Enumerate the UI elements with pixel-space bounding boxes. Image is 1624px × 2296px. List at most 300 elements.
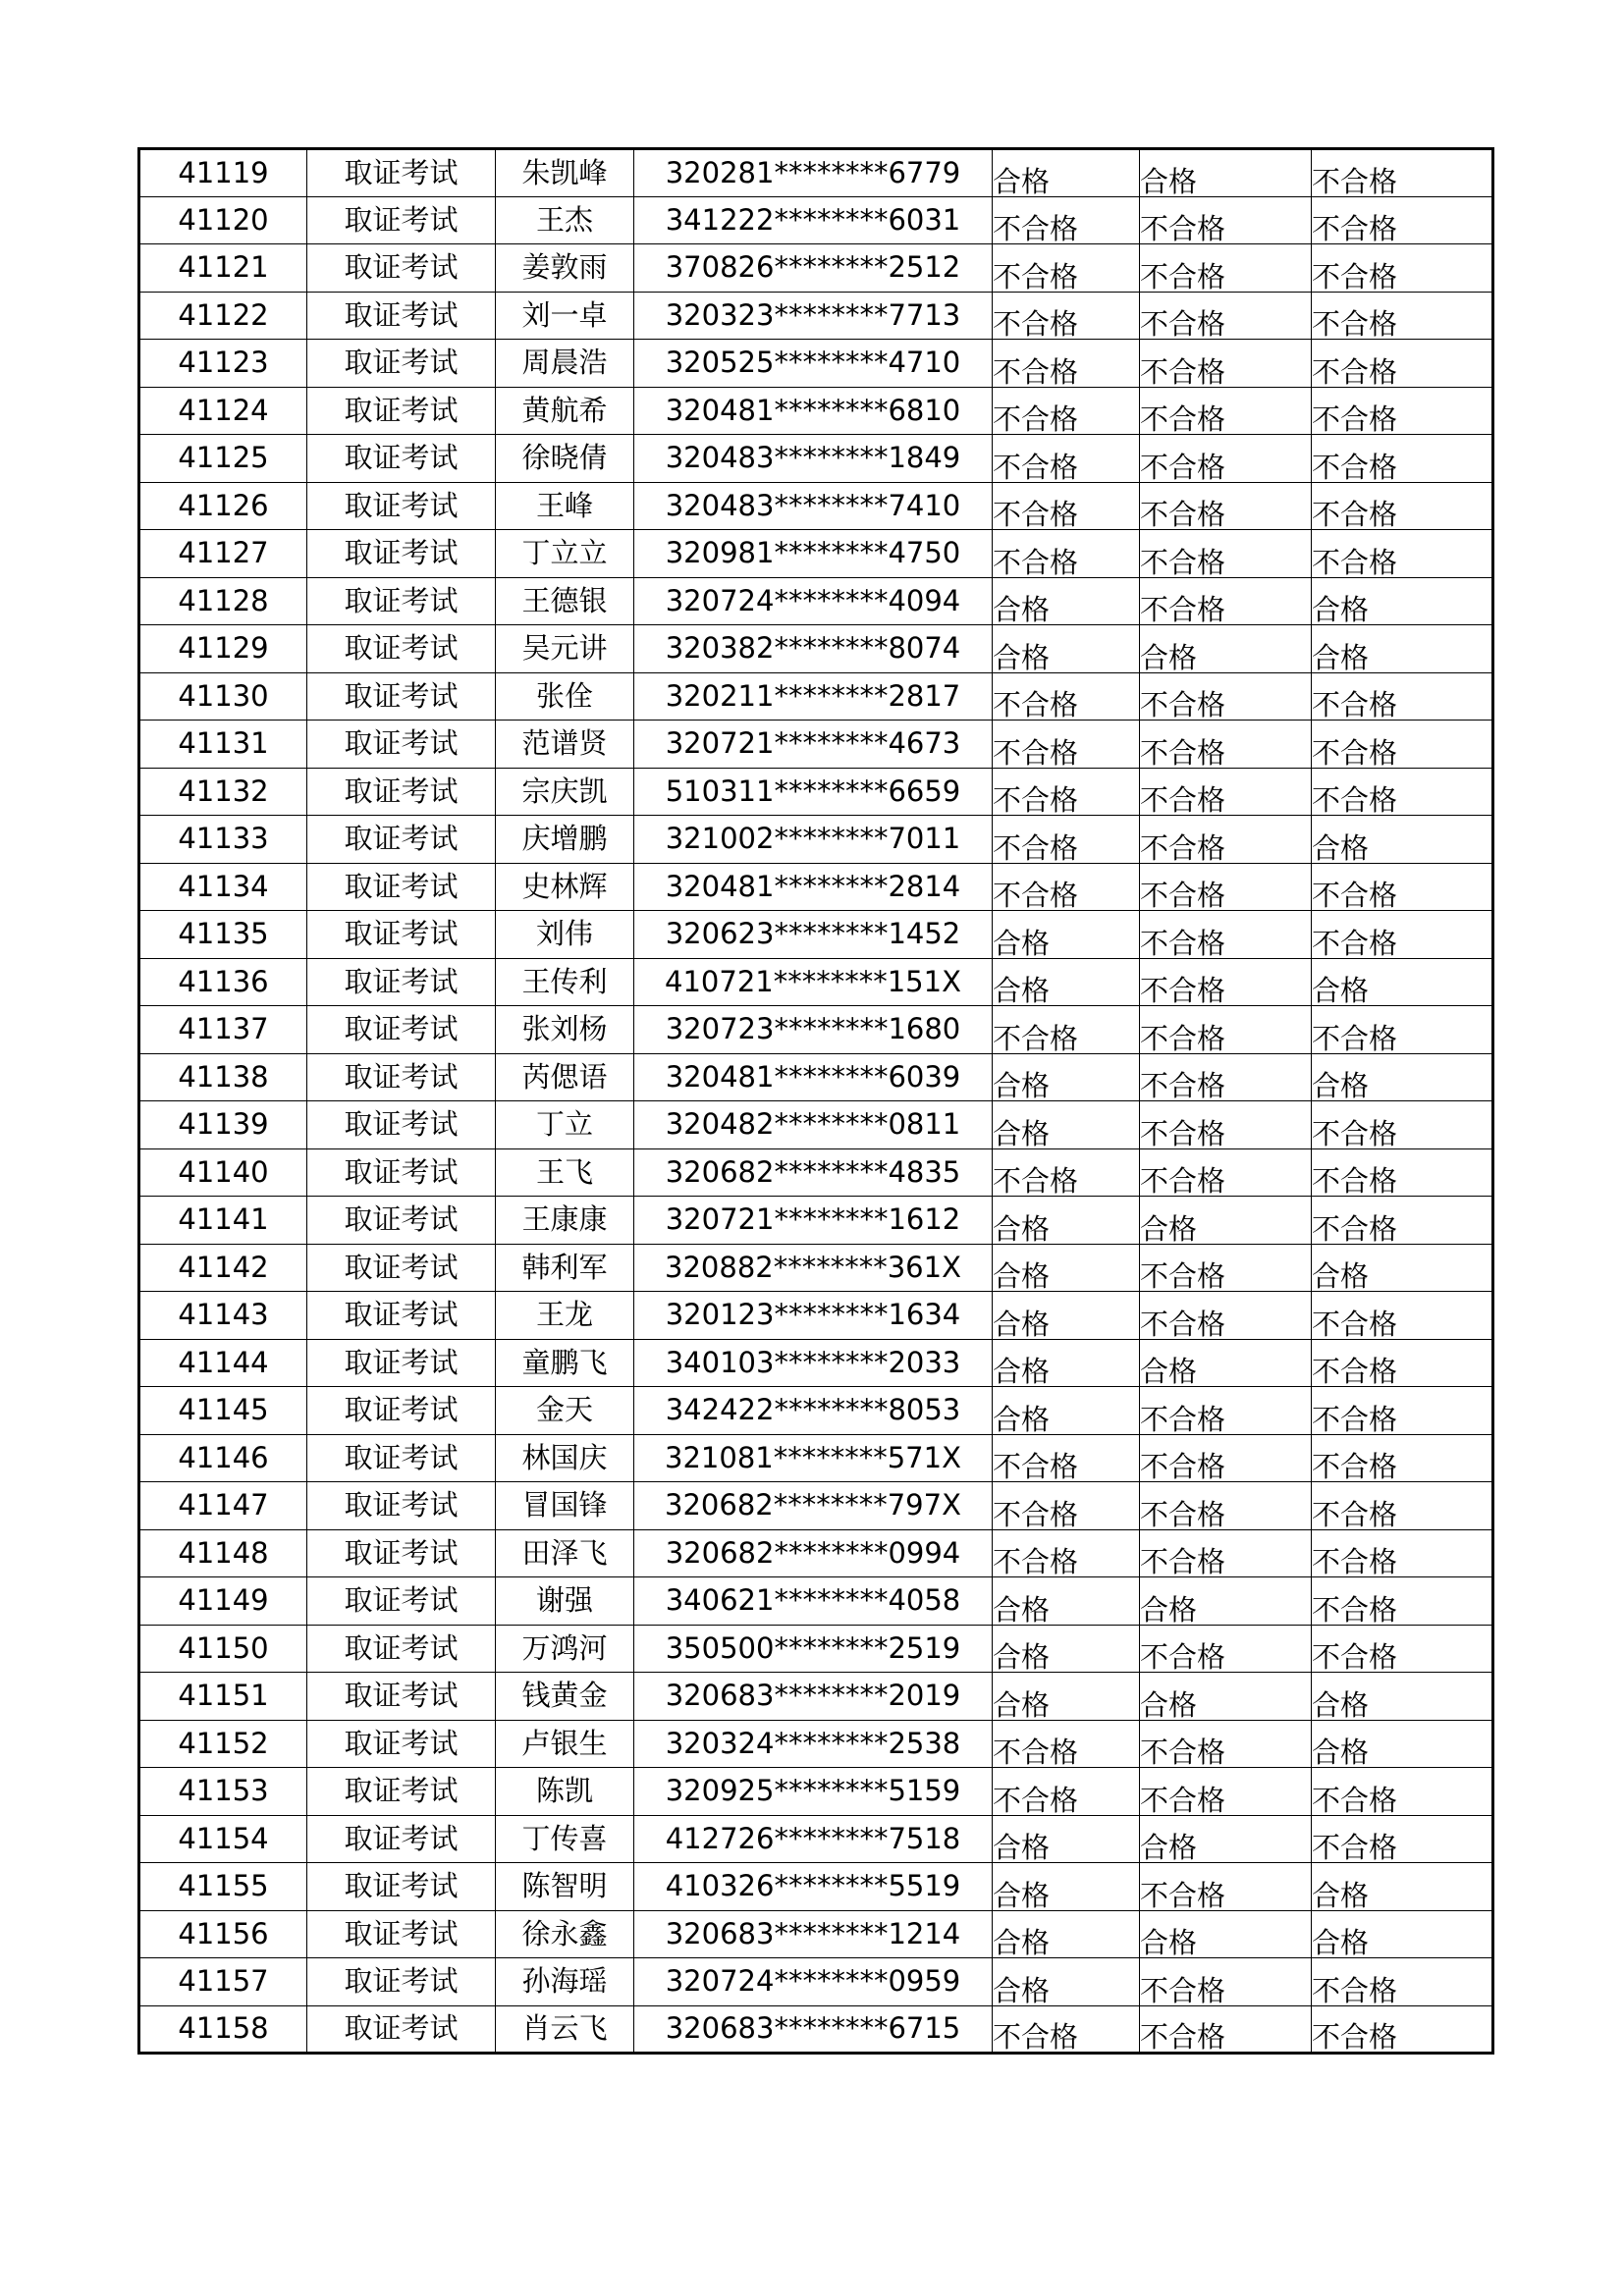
result-1-cell: 不合格 (993, 768, 1140, 816)
record-number-cell: 41154 (139, 1815, 307, 1863)
result-1-cell: 合格 (993, 1815, 1140, 1863)
table-row (139, 1292, 1493, 1340)
exam-type-cell: 取证考试 (307, 1625, 496, 1673)
record-number-cell: 41155 (139, 1863, 307, 1911)
result-1-cell: 不合格 (993, 435, 1140, 483)
result-3-cell: 合格 (1312, 816, 1493, 864)
result-1-cell: 不合格 (993, 196, 1140, 244)
result-2-cell: 不合格 (1140, 721, 1312, 769)
id-number-cell: 320723********1680 (634, 1006, 993, 1054)
exam-type-cell: 取证考试 (307, 1006, 496, 1054)
record-number-cell: 41123 (139, 340, 307, 388)
result-1-cell: 不合格 (993, 2005, 1140, 2054)
record-number-cell: 41125 (139, 435, 307, 483)
exam-type-cell: 取证考试 (307, 1768, 496, 1816)
record-number-cell: 41127 (139, 530, 307, 578)
id-number-cell: 320721********4673 (634, 721, 993, 769)
result-3-cell: 不合格 (1312, 1387, 1493, 1435)
candidate-name-cell: 朱凯峰 (496, 149, 634, 197)
result-3-cell: 合格 (1312, 1720, 1493, 1768)
id-number-cell: 320682********797X (634, 1482, 993, 1530)
result-1-cell: 合格 (993, 1053, 1140, 1101)
result-2-cell: 不合格 (1140, 911, 1312, 959)
result-3-cell: 不合格 (1312, 196, 1493, 244)
exam-type-cell: 取证考试 (307, 863, 496, 911)
exam-type-cell: 取证考试 (307, 1339, 496, 1387)
id-number-cell: 320683********6715 (634, 2005, 993, 2054)
result-3-cell: 不合格 (1312, 1292, 1493, 1340)
result-2-cell: 不合格 (1140, 292, 1312, 340)
exam-type-cell: 取证考试 (307, 1673, 496, 1721)
id-number-cell: 320481********6039 (634, 1053, 993, 1101)
exam-results-table (137, 147, 1494, 2055)
table-row (139, 1958, 1493, 2006)
result-1-cell: 不合格 (993, 672, 1140, 721)
candidate-name-cell: 韩利军 (496, 1244, 634, 1292)
candidate-name-cell: 周晨浩 (496, 340, 634, 388)
result-3-cell: 不合格 (1312, 1958, 1493, 2006)
result-2-cell: 不合格 (1140, 387, 1312, 435)
result-3-cell: 不合格 (1312, 672, 1493, 721)
result-2-cell: 不合格 (1140, 816, 1312, 864)
record-number-cell: 41147 (139, 1482, 307, 1530)
result-2-cell: 不合格 (1140, 1387, 1312, 1435)
result-3-cell: 不合格 (1312, 1339, 1493, 1387)
result-3-cell: 不合格 (1312, 1768, 1493, 1816)
exam-type-cell: 取证考试 (307, 1577, 496, 1626)
exam-type-cell: 取证考试 (307, 1529, 496, 1577)
exam-type-cell: 取证考试 (307, 340, 496, 388)
result-1-cell: 合格 (993, 625, 1140, 673)
record-number-cell: 41124 (139, 387, 307, 435)
exam-type-cell: 取证考试 (307, 1244, 496, 1292)
candidate-name-cell: 范谱贤 (496, 721, 634, 769)
result-1-cell: 合格 (993, 1673, 1140, 1721)
table-row (139, 1339, 1493, 1387)
result-1-cell: 合格 (993, 1910, 1140, 1958)
result-1-cell: 合格 (993, 577, 1140, 625)
candidate-name-cell: 王德银 (496, 577, 634, 625)
id-number-cell: 320721********1612 (634, 1197, 993, 1245)
candidate-name-cell: 张佺 (496, 672, 634, 721)
result-3-cell: 不合格 (1312, 1434, 1493, 1482)
exam-type-cell: 取证考试 (307, 196, 496, 244)
id-number-cell: 320123********1634 (634, 1292, 993, 1340)
table-row (139, 911, 1493, 959)
result-1-cell: 合格 (993, 958, 1140, 1006)
candidate-name-cell: 徐晓倩 (496, 435, 634, 483)
table-row (139, 292, 1493, 340)
table-row (139, 1815, 1493, 1863)
candidate-name-cell: 冒国锋 (496, 1482, 634, 1530)
id-number-cell: 410721********151X (634, 958, 993, 1006)
table-row (139, 1529, 1493, 1577)
id-number-cell: 320682********4835 (634, 1148, 993, 1197)
table-row (139, 1482, 1493, 1530)
exam-type-cell: 取证考试 (307, 244, 496, 293)
result-1-cell: 不合格 (993, 340, 1140, 388)
result-3-cell: 合格 (1312, 1910, 1493, 1958)
result-2-cell: 不合格 (1140, 482, 1312, 530)
table-row (139, 625, 1493, 673)
result-3-cell: 合格 (1312, 1673, 1493, 1721)
table-row (139, 482, 1493, 530)
exam-type-cell: 取证考试 (307, 1434, 496, 1482)
table-row (139, 244, 1493, 293)
record-number-cell: 41141 (139, 1197, 307, 1245)
candidate-name-cell: 钱黄金 (496, 1673, 634, 1721)
result-1-cell: 合格 (993, 1197, 1140, 1245)
candidate-name-cell: 吴元讲 (496, 625, 634, 673)
table-row (139, 768, 1493, 816)
result-1-cell: 合格 (993, 1292, 1140, 1340)
result-3-cell: 不合格 (1312, 863, 1493, 911)
record-number-cell: 41120 (139, 196, 307, 244)
result-3-cell: 不合格 (1312, 482, 1493, 530)
result-3-cell: 不合格 (1312, 1577, 1493, 1626)
exam-type-cell: 取证考试 (307, 2005, 496, 2054)
result-3-cell: 不合格 (1312, 149, 1493, 197)
record-number-cell: 41130 (139, 672, 307, 721)
table-row (139, 1006, 1493, 1054)
table-row (139, 1768, 1493, 1816)
record-number-cell: 41138 (139, 1053, 307, 1101)
exam-type-cell: 取证考试 (307, 1053, 496, 1101)
result-3-cell: 不合格 (1312, 387, 1493, 435)
result-2-cell: 不合格 (1140, 1720, 1312, 1768)
exam-type-cell: 取证考试 (307, 625, 496, 673)
candidate-name-cell: 童鹏飞 (496, 1339, 634, 1387)
result-2-cell: 合格 (1140, 1339, 1312, 1387)
exam-type-cell: 取证考试 (307, 387, 496, 435)
table-row (139, 1720, 1493, 1768)
exam-type-cell: 取证考试 (307, 816, 496, 864)
table-row (139, 958, 1493, 1006)
table-row (139, 1244, 1493, 1292)
candidate-name-cell: 陈智明 (496, 1863, 634, 1911)
exam-type-cell: 取证考试 (307, 1101, 496, 1149)
candidate-name-cell: 王龙 (496, 1292, 634, 1340)
candidate-name-cell: 芮偲语 (496, 1053, 634, 1101)
candidate-name-cell: 卢银生 (496, 1720, 634, 1768)
id-number-cell: 320682********0994 (634, 1529, 993, 1577)
result-1-cell: 不合格 (993, 721, 1140, 769)
id-number-cell: 350500********2519 (634, 1625, 993, 1673)
id-number-cell: 370826********2512 (634, 244, 993, 293)
record-number-cell: 41143 (139, 1292, 307, 1340)
result-1-cell: 不合格 (993, 482, 1140, 530)
exam-type-cell: 取证考试 (307, 1863, 496, 1911)
result-3-cell: 不合格 (1312, 1482, 1493, 1530)
record-number-cell: 41146 (139, 1434, 307, 1482)
result-3-cell: 不合格 (1312, 768, 1493, 816)
record-number-cell: 41140 (139, 1148, 307, 1197)
table-row (139, 1434, 1493, 1482)
result-3-cell: 不合格 (1312, 1815, 1493, 1863)
result-1-cell: 不合格 (993, 1529, 1140, 1577)
candidate-name-cell: 黄航希 (496, 387, 634, 435)
exam-type-cell: 取证考试 (307, 1910, 496, 1958)
candidate-name-cell: 宗庆凯 (496, 768, 634, 816)
result-1-cell: 不合格 (993, 1148, 1140, 1197)
exam-type-cell: 取证考试 (307, 435, 496, 483)
record-number-cell: 41157 (139, 1958, 307, 2006)
result-1-cell: 不合格 (993, 1434, 1140, 1482)
id-number-cell: 320481********2814 (634, 863, 993, 911)
result-2-cell: 不合格 (1140, 435, 1312, 483)
id-number-cell: 320382********8074 (634, 625, 993, 673)
table-row (139, 1577, 1493, 1626)
table-row (139, 1625, 1493, 1673)
id-number-cell: 340621********4058 (634, 1577, 993, 1626)
exam-type-cell: 取证考试 (307, 530, 496, 578)
table-row (139, 196, 1493, 244)
result-3-cell: 不合格 (1312, 1148, 1493, 1197)
table-row (139, 721, 1493, 769)
result-3-cell: 不合格 (1312, 721, 1493, 769)
exam-type-cell: 取证考试 (307, 149, 496, 197)
result-1-cell: 不合格 (993, 530, 1140, 578)
result-2-cell: 合格 (1140, 1197, 1312, 1245)
record-number-cell: 41132 (139, 768, 307, 816)
id-number-cell: 320482********0811 (634, 1101, 993, 1149)
candidate-name-cell: 王传利 (496, 958, 634, 1006)
candidate-name-cell: 王杰 (496, 196, 634, 244)
id-number-cell: 321002********7011 (634, 816, 993, 864)
result-2-cell: 不合格 (1140, 1529, 1312, 1577)
result-3-cell: 合格 (1312, 1053, 1493, 1101)
candidate-name-cell: 姜敦雨 (496, 244, 634, 293)
table-row (139, 672, 1493, 721)
exam-type-cell: 取证考试 (307, 1720, 496, 1768)
table-row (139, 1148, 1493, 1197)
result-1-cell: 合格 (993, 1577, 1140, 1626)
exam-type-cell: 取证考试 (307, 672, 496, 721)
result-1-cell: 合格 (993, 1339, 1140, 1387)
id-number-cell: 320481********6810 (634, 387, 993, 435)
record-number-cell: 41126 (139, 482, 307, 530)
result-2-cell: 不合格 (1140, 1292, 1312, 1340)
result-1-cell: 合格 (993, 1625, 1140, 1673)
candidate-name-cell: 丁传喜 (496, 1815, 634, 1863)
candidate-name-cell: 孙海瑶 (496, 1958, 634, 2006)
result-2-cell: 合格 (1140, 149, 1312, 197)
record-number-cell: 41145 (139, 1387, 307, 1435)
record-number-cell: 41156 (139, 1910, 307, 1958)
table-row (139, 1673, 1493, 1721)
table-row (139, 1863, 1493, 1911)
table-row (139, 149, 1493, 197)
result-1-cell: 不合格 (993, 244, 1140, 293)
id-number-cell: 320683********1214 (634, 1910, 993, 1958)
id-number-cell: 320483********7410 (634, 482, 993, 530)
result-1-cell: 合格 (993, 1244, 1140, 1292)
id-number-cell: 320525********4710 (634, 340, 993, 388)
candidate-name-cell: 刘伟 (496, 911, 634, 959)
record-number-cell: 41119 (139, 149, 307, 197)
table-row (139, 1053, 1493, 1101)
table-row (139, 1101, 1493, 1149)
candidate-name-cell: 万鸿河 (496, 1625, 634, 1673)
table-row (139, 340, 1493, 388)
exam-type-cell: 取证考试 (307, 768, 496, 816)
result-1-cell: 合格 (993, 1863, 1140, 1911)
result-1-cell: 合格 (993, 1101, 1140, 1149)
exam-type-cell: 取证考试 (307, 1148, 496, 1197)
candidate-name-cell: 庆增鹏 (496, 816, 634, 864)
id-number-cell: 320724********0959 (634, 1958, 993, 2006)
result-2-cell: 合格 (1140, 1910, 1312, 1958)
result-1-cell: 不合格 (993, 863, 1140, 911)
candidate-name-cell: 史林辉 (496, 863, 634, 911)
table-row (139, 387, 1493, 435)
record-number-cell: 41133 (139, 816, 307, 864)
id-number-cell: 510311********6659 (634, 768, 993, 816)
result-3-cell: 合格 (1312, 577, 1493, 625)
record-number-cell: 41131 (139, 721, 307, 769)
result-1-cell: 合格 (993, 149, 1140, 197)
result-2-cell: 合格 (1140, 625, 1312, 673)
id-number-cell: 320324********2538 (634, 1720, 993, 1768)
exam-type-cell: 取证考试 (307, 958, 496, 1006)
result-1-cell: 不合格 (993, 1768, 1140, 1816)
result-2-cell: 不合格 (1140, 863, 1312, 911)
exam-type-cell: 取证考试 (307, 1958, 496, 2006)
result-2-cell: 不合格 (1140, 768, 1312, 816)
table-row (139, 863, 1493, 911)
record-number-cell: 41144 (139, 1339, 307, 1387)
result-3-cell: 不合格 (1312, 1006, 1493, 1054)
result-3-cell: 不合格 (1312, 2005, 1493, 2054)
result-3-cell: 合格 (1312, 958, 1493, 1006)
record-number-cell: 41152 (139, 1720, 307, 1768)
id-number-cell: 320483********1849 (634, 435, 993, 483)
exam-type-cell: 取证考试 (307, 1197, 496, 1245)
result-1-cell: 不合格 (993, 1720, 1140, 1768)
candidate-name-cell: 王飞 (496, 1148, 634, 1197)
result-2-cell: 不合格 (1140, 1148, 1312, 1197)
id-number-cell: 341222********6031 (634, 196, 993, 244)
table-row (139, 2005, 1493, 2054)
result-2-cell: 不合格 (1140, 244, 1312, 293)
result-2-cell: 合格 (1140, 1815, 1312, 1863)
result-3-cell: 不合格 (1312, 435, 1493, 483)
record-number-cell: 41142 (139, 1244, 307, 1292)
exam-type-cell: 取证考试 (307, 911, 496, 959)
candidate-name-cell: 田泽飞 (496, 1529, 634, 1577)
record-number-cell: 41134 (139, 863, 307, 911)
result-3-cell: 不合格 (1312, 1197, 1493, 1245)
record-number-cell: 41128 (139, 577, 307, 625)
exam-type-cell: 取证考试 (307, 1815, 496, 1863)
id-number-cell: 410326********5519 (634, 1863, 993, 1911)
result-2-cell: 不合格 (1140, 196, 1312, 244)
record-number-cell: 41139 (139, 1101, 307, 1149)
record-number-cell: 41137 (139, 1006, 307, 1054)
record-number-cell: 41129 (139, 625, 307, 673)
result-2-cell: 不合格 (1140, 1768, 1312, 1816)
result-1-cell: 不合格 (993, 1006, 1140, 1054)
result-3-cell: 不合格 (1312, 911, 1493, 959)
results-sheet (137, 147, 1491, 2055)
exam-type-cell: 取证考试 (307, 1482, 496, 1530)
id-number-cell: 320683********2019 (634, 1673, 993, 1721)
record-number-cell: 41153 (139, 1768, 307, 1816)
record-number-cell: 41149 (139, 1577, 307, 1626)
result-2-cell: 不合格 (1140, 2005, 1312, 2054)
id-number-cell: 320323********7713 (634, 292, 993, 340)
record-number-cell: 41121 (139, 244, 307, 293)
result-1-cell: 合格 (993, 1958, 1140, 2006)
result-1-cell: 不合格 (993, 387, 1140, 435)
id-number-cell: 320882********361X (634, 1244, 993, 1292)
exam-type-cell: 取证考试 (307, 721, 496, 769)
table-row (139, 816, 1493, 864)
table-row (139, 435, 1493, 483)
id-number-cell: 320281********6779 (634, 149, 993, 197)
result-2-cell: 不合格 (1140, 1053, 1312, 1101)
candidate-name-cell: 丁立 (496, 1101, 634, 1149)
id-number-cell: 320925********5159 (634, 1768, 993, 1816)
id-number-cell: 412726********7518 (634, 1815, 993, 1863)
id-number-cell: 321081********571X (634, 1434, 993, 1482)
record-number-cell: 41158 (139, 2005, 307, 2054)
record-number-cell: 41151 (139, 1673, 307, 1721)
record-number-cell: 41148 (139, 1529, 307, 1577)
exam-type-cell: 取证考试 (307, 577, 496, 625)
candidate-name-cell: 刘一卓 (496, 292, 634, 340)
id-number-cell: 340103********2033 (634, 1339, 993, 1387)
candidate-name-cell: 林国庆 (496, 1434, 634, 1482)
result-1-cell: 合格 (993, 1387, 1140, 1435)
candidate-name-cell: 王康康 (496, 1197, 634, 1245)
result-2-cell: 不合格 (1140, 1958, 1312, 2006)
exam-type-cell: 取证考试 (307, 292, 496, 340)
candidate-name-cell: 王峰 (496, 482, 634, 530)
id-number-cell: 342422********8053 (634, 1387, 993, 1435)
result-3-cell: 合格 (1312, 1244, 1493, 1292)
record-number-cell: 41136 (139, 958, 307, 1006)
result-2-cell: 不合格 (1140, 577, 1312, 625)
result-2-cell: 不合格 (1140, 1625, 1312, 1673)
table-body (139, 149, 1493, 2054)
result-3-cell: 不合格 (1312, 340, 1493, 388)
result-2-cell: 不合格 (1140, 1101, 1312, 1149)
record-number-cell: 41122 (139, 292, 307, 340)
table-row (139, 1910, 1493, 1958)
record-number-cell: 41135 (139, 911, 307, 959)
result-2-cell: 不合格 (1140, 1434, 1312, 1482)
result-2-cell: 不合格 (1140, 672, 1312, 721)
result-3-cell: 不合格 (1312, 1529, 1493, 1577)
exam-type-cell: 取证考试 (307, 482, 496, 530)
candidate-name-cell: 张刘杨 (496, 1006, 634, 1054)
table-row (139, 530, 1493, 578)
result-1-cell: 不合格 (993, 292, 1140, 340)
result-2-cell: 合格 (1140, 1673, 1312, 1721)
id-number-cell: 320211********2817 (634, 672, 993, 721)
result-3-cell: 不合格 (1312, 1101, 1493, 1149)
result-2-cell: 不合格 (1140, 1863, 1312, 1911)
candidate-name-cell: 谢强 (496, 1577, 634, 1626)
result-3-cell: 不合格 (1312, 244, 1493, 293)
result-2-cell: 合格 (1140, 1577, 1312, 1626)
id-number-cell: 320724********4094 (634, 577, 993, 625)
result-3-cell: 合格 (1312, 625, 1493, 673)
id-number-cell: 320981********4750 (634, 530, 993, 578)
result-2-cell: 不合格 (1140, 530, 1312, 578)
result-2-cell: 不合格 (1140, 1244, 1312, 1292)
